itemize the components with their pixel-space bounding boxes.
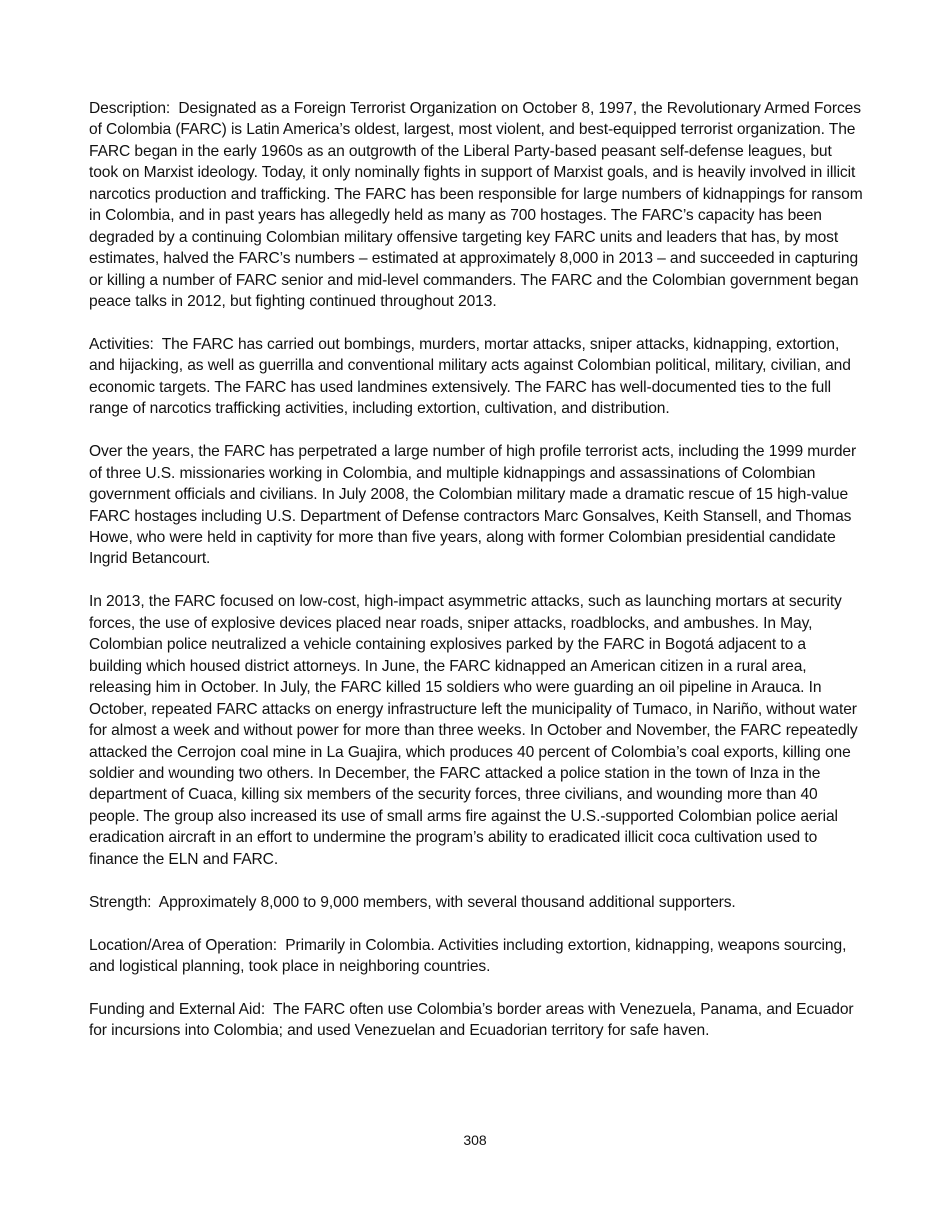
strength-text: Approximately 8,000 to 9,000 members, with several thousand additional supporters.: [158, 893, 736, 911]
funding-paragraph: [89, 999, 863, 1042]
activities-text: The FARC has carried out bombings, murders, mortar attacks, sniper attacks, kidnapping, extortion, and hijacking, as well as guerrilla and conventional military acts against Colombian political, military, civilian, and economic targets. The FARC has used landmines extensively. The FARC has well-documented ties to the full range of narcotics trafficking activities, including extortion, cultivation, and distribution.: [89, 335, 851, 418]
history-paragraph: Over the years, the FARC has perpetrated a large number of high profile terrorist acts, including the 1999 murder of three U.S. missionaries working in Colombia, and multiple kidnappings and assassinations of Colombian government officials and civilians. In July 2008, the Colombian military made a dramatic rescue of 15 high-value FARC hostages including U.S. Department of Defense contractors Marc Gonsalves, Keith Stansell, and Thomas Howe, who were held in captivity for more than five years, along with former Colombian presidential candidate Ingrid Betancourt.: [89, 443, 857, 568]
strength-label: Strength:: [89, 893, 152, 911]
description-paragraph: [89, 98, 863, 313]
location-text: Primarily in Colombia. Activities including extortion, kidnapping, weapons sourcing, and logistical planning, took place in neighboring countries.: [89, 936, 847, 976]
activities-paragraph: [89, 334, 863, 420]
activities-label: Activities:: [89, 335, 154, 353]
events-2013-paragraph: In 2013, the FARC focused on low-cost, high-impact asymmetric attacks, such as launching mortars at security forces, the use of explosive devices placed near roads, sniper attacks, roadblocks, and ambushes. In May, Colombian police neutralized a vehicle containing explosives parked by the FARC in Bogotá adjacent to a building which housed district attorneys. In June, the FARC kidnapped an American citizen in a rural area, releasing him in October. In July, the FARC killed 15 soldiers who were guarding an oil pipeline in Arauca. In October, repeated FARC attacks on energy infrastructure left the municipality of Tumaco, in Nariño, without water for almost a week and without power for more than three weeks. In October and November, the FARC repeatedly attacked the Cerrojon coal mine in La Guajira, which produces 40 percent of Colombia’s coal exports, killing one soldier and wounding two others. In December, the FARC attacked a police station in the town of Inza in the department of Cuaca, killing six members of the security forces, three civilians, and wounding more than 40 people. The group also increased its use of small arms fire against the U.S.-supported Colombian police aerial eradication aircraft in an effort to undermine the program’s ability to eradicated illicit coca cultivation used to finance the ELN and FARC.: [89, 593, 858, 868]
strength-paragraph: [89, 892, 863, 913]
funding-label: Funding and External Aid:: [89, 1000, 266, 1018]
location-label: Location/Area of Operation:: [89, 936, 278, 954]
description-text: Designated as a Foreign Terrorist Organization on October 8, 1997, the Revolutionary Armed Forces of Colombia (FARC) is Latin America’s oldest, largest, most violent, and best-equipped terrorist organization. The FARC began in the early 1960s as an outgrowth of the Liberal Party-based peasant self-defense leagues, but took on Marxist ideology. Today, it only nominally fights in support of Marxist goals, and is heavily involved in illicit narcotics production and trafficking. The FARC has been responsible for large numbers of kidnappings for ransom in Colombia, and in past years has allegedly held as many as 700 hostages. The FARC’s capacity has been degraded by a continuing Colombian military offensive targeting key FARC units and leaders that has, by most estimates, halved the FARC’s numbers – estimated at approximately 8,000 in 2013 – and succeeded in capturing or killing a number of FARC senior and mid-level commanders. The FARC and the Colombian government began peace talks in 2012, but fighting continued throughout 2013.: [89, 100, 863, 311]
funding-text: The FARC often use Colombia’s border areas with Venezuela, Panama, and Ecuador for incursions into Colombia; and used Venezuelan and Ecuadorian territory for safe haven.: [89, 1000, 854, 1040]
location-paragraph: [89, 935, 863, 978]
document-body: [89, 98, 863, 1042]
description-label: Description:: [89, 100, 171, 117]
page-number: 308: [463, 1132, 487, 1148]
